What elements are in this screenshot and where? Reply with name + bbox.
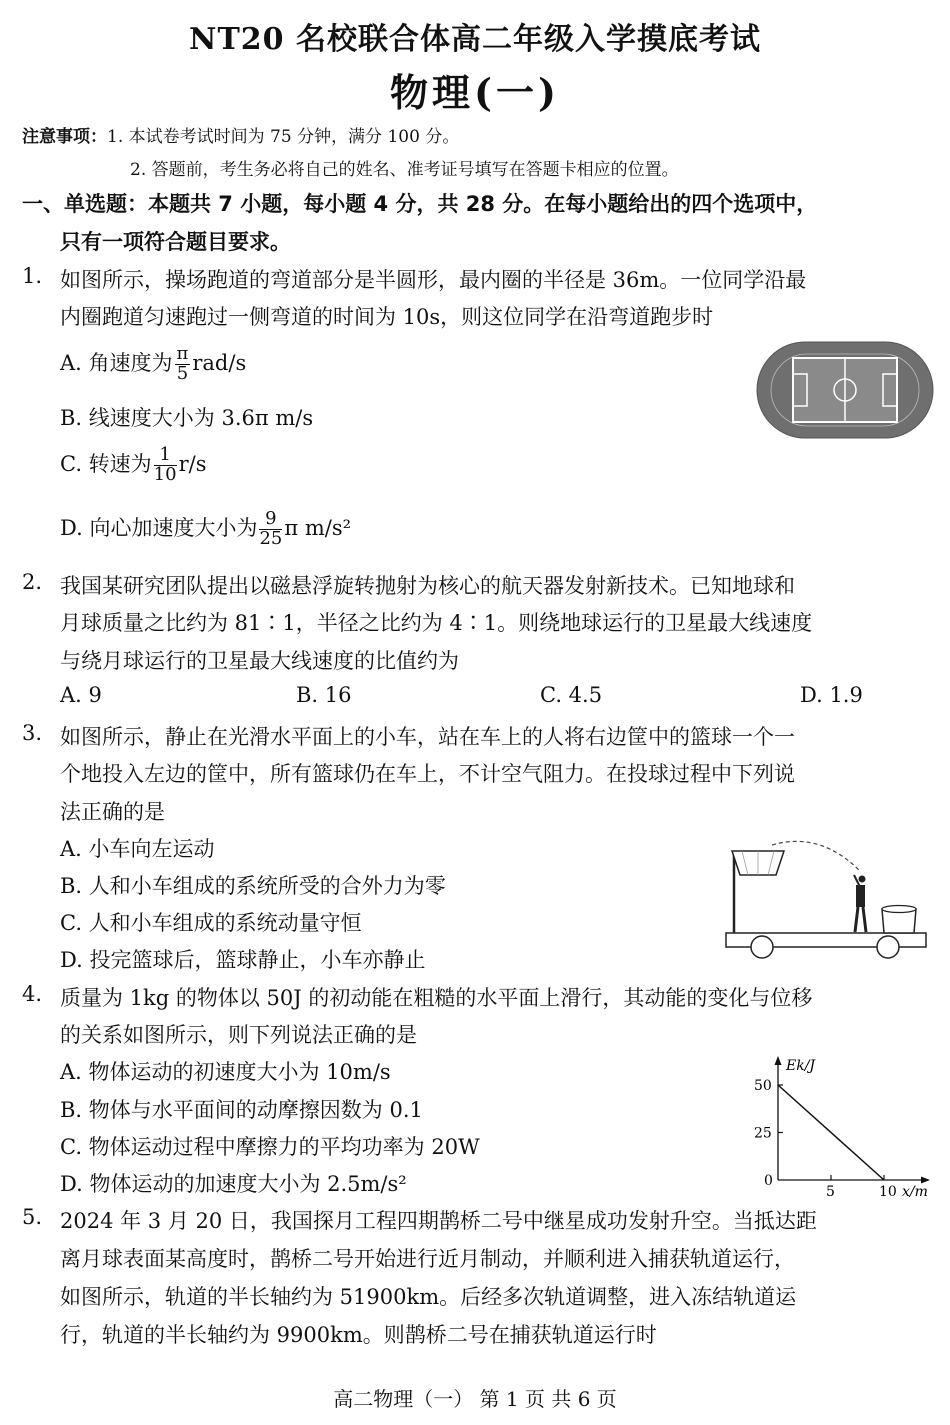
q1-option-c xyxy=(60,446,206,485)
q2-stem-2: 月球质量之比约为 81∶1，半径之比约为 4∶1。则绕地球运行的卫星最大线速度 xyxy=(60,611,813,635)
q2-option-a: A. 9 xyxy=(60,683,102,707)
q1-number: 1. xyxy=(22,264,43,288)
q1-option-a xyxy=(60,345,246,384)
exam-title: NT20 名校联合体高二年级入学摸底考试 xyxy=(189,22,761,57)
running-track-figure xyxy=(755,340,935,440)
q1-option-d xyxy=(60,510,351,549)
q5-stem-4: 行，轨道的半长轴约为 9900km。则鹊桥二号在捕获轨道运行时 xyxy=(60,1323,657,1347)
q1-c-denominator: 10 xyxy=(153,463,177,485)
q5-number: 5. xyxy=(22,1205,43,1229)
section-heading: 一、单选题：本题共 7 小题，每小题 4 分，共 28 分。在每小题给出的四个选项中， xyxy=(22,192,818,216)
q4-option-c: C. 物体运动过程中摩擦力的平均功率为 20W xyxy=(60,1135,480,1159)
q1-stem-1: 如图所示，操场跑道的弯道部分是半圆形，最内圈的半径是 36m。一位同学沿最 xyxy=(60,268,807,292)
q5-stem-3: 如图所示，轨道的半长轴约为 51900km。后经多次轨道调整，进入冻结轨道运 xyxy=(60,1285,797,1309)
notice-label: 注意事项： xyxy=(22,127,107,147)
q1-d-numerator: 9 xyxy=(259,510,282,530)
q3-option-b: B. 人和小车组成的系统所受的合外力为零 xyxy=(60,874,446,898)
q1-d-unit: π m/s² xyxy=(284,515,352,540)
page-footer: 高二物理（一） 第 1 页 共 6 页 xyxy=(333,1387,617,1411)
y-tick-label-25: 25 xyxy=(754,1125,772,1142)
q5-stem-2: 离月球表面某高度时，鹊桥二号开始进行近月制动，并顺利进入捕获轨道运行， xyxy=(60,1247,795,1271)
q1-option-a-text: A. 角速度为 xyxy=(60,350,173,375)
q4-stem-2: 的关系如图所示，则下列说法正确的是 xyxy=(60,1023,417,1047)
q1-c-unit: r/s xyxy=(178,451,207,476)
origin-label: 0 xyxy=(764,1173,773,1189)
x-axis-arrow xyxy=(921,1177,930,1184)
q1-a-denominator: 5 xyxy=(176,362,189,384)
q1-option-c-fraction xyxy=(154,446,177,485)
q1-stem-2: 内圈跑道匀速跑过一侧弯道的时间为 10s，则这位同学在沿弯道跑步时 xyxy=(60,305,714,329)
q3-number: 3. xyxy=(22,721,43,745)
notice-line-1 xyxy=(22,122,459,147)
section-heading-2: 只有一项符合题目要求。 xyxy=(60,230,291,254)
q2-stem-1: 我国某研究团队提出以磁悬浮旋转抛射为核心的航天器发射新技术。已知地球和 xyxy=(60,574,795,598)
q1-option-d-fraction xyxy=(259,510,282,549)
notice-item-1: 1. 本试卷考试时间为 75 分钟，满分 100 分。 xyxy=(107,127,460,147)
series-line-ek xyxy=(778,1085,884,1180)
q1-option-a-fraction xyxy=(175,345,191,384)
q1-a-numerator: π xyxy=(176,343,189,364)
q2-option-c: C. 4.5 xyxy=(540,683,603,707)
subject-title: 物理(一) xyxy=(390,70,560,115)
q1-option-d-text: D. 向心加速度大小为 xyxy=(60,515,258,540)
q1-a-unit: rad/s xyxy=(192,350,247,375)
x-tick-label-5: 5 xyxy=(826,1184,835,1200)
notice-item-2: 2. 答题前，考生务必将自己的姓名、准考证号填写在答题卡相应的位置。 xyxy=(130,160,679,180)
q3-stem-2: 个地投入左边的筐中，所有篮球仍在车上，不计空气阻力。在投球过程中下列说 xyxy=(60,762,795,786)
y-tick-label-50: 50 xyxy=(754,1078,772,1094)
cart-basket-figure xyxy=(720,835,935,965)
q2-option-d: D. 1.9 xyxy=(800,683,863,707)
q3-stem-1: 如图所示，静止在光滑水平面上的小车，站在车上的人将右边筐中的篮球一个一 xyxy=(60,725,795,749)
q1-c-numerator: 1 xyxy=(154,446,177,466)
q4-option-a: A. 物体运动的初速度大小为 10m/s xyxy=(60,1060,391,1084)
y-axis-arrow xyxy=(775,1056,782,1065)
q5-stem-1: 2024 年 3 月 20 日，我国探月工程四期鹊桥二号中继星成功发射升空。当抵达距 xyxy=(60,1209,817,1233)
q3-option-d: D. 投完篮球后，篮球静止，小车亦静止 xyxy=(60,948,426,972)
q4-option-b: B. 物体与水平面间的动摩擦因数为 0.1 xyxy=(60,1098,423,1122)
q2-option-b: B. 16 xyxy=(296,683,352,707)
q4-option-d: D. 物体运动的加速度大小为 2.5m/s² xyxy=(60,1172,407,1196)
q1-option-b: B. 线速度大小为 3.6π m/s xyxy=(60,406,314,430)
q2-stem-3: 与绕月球运行的卫星最大线速度的比值约为 xyxy=(60,649,459,673)
q4-number: 4. xyxy=(22,982,43,1006)
y-axis-label: Ek/J xyxy=(786,1058,816,1074)
q3-option-c: C. 人和小车组成的系统动量守恒 xyxy=(60,911,362,935)
x-tick-label-10: 10 xyxy=(879,1184,897,1200)
q4-stem-1: 质量为 1kg 的物体以 50J 的初动能在粗糙的水平面上滑行，其动能的变化与位移 xyxy=(60,986,813,1010)
q1-option-c-text: C. 转速为 xyxy=(60,451,152,476)
ek-displacement-chart xyxy=(752,1052,937,1202)
x-axis-label: x/m xyxy=(902,1184,928,1200)
q3-stem-3: 法正确的是 xyxy=(60,800,165,824)
q2-number: 2. xyxy=(22,570,43,594)
q1-d-denominator: 25 xyxy=(259,527,283,549)
q3-option-a: A. 小车向左运动 xyxy=(60,837,215,861)
